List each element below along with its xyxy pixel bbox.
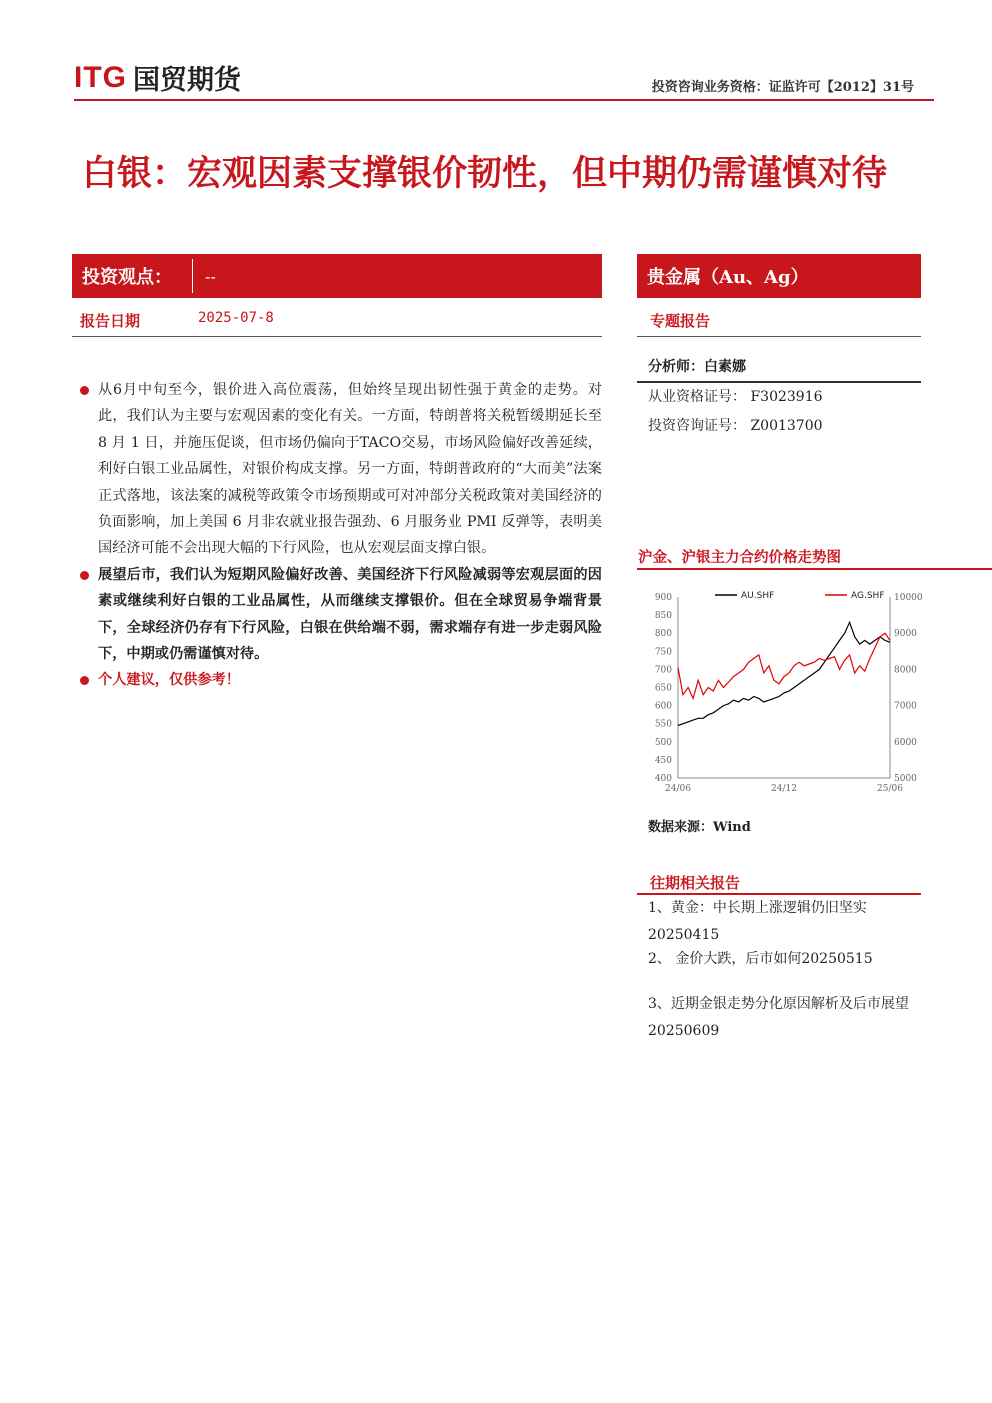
category-bar: [637, 254, 921, 298]
legend-label: AU.SHF: [741, 591, 775, 601]
report-date: 2025-07-8: [198, 310, 274, 326]
license-text: 投资咨询业务资格：证监许可【2012】31号: [651, 80, 914, 95]
investment-view-value: --: [205, 266, 216, 286]
y-right-tick-label: 6000: [894, 737, 917, 748]
bullet-item: [80, 667, 602, 693]
header-rule: [74, 99, 934, 101]
series-line-ag-shf: [678, 633, 890, 698]
x-tick-label: 24/06: [665, 784, 691, 794]
bullet-dot-icon: [80, 386, 89, 395]
investment-view-bar: [72, 254, 602, 298]
chart-rule: [637, 568, 992, 570]
y-left-tick-label: 800: [654, 629, 672, 640]
report-type: 专题报告: [650, 312, 711, 330]
y-left-tick-label: 400: [654, 774, 672, 784]
y-left-tick-label: 500: [654, 737, 672, 748]
consulting-cert: 投资咨询证号： Z0013700: [648, 418, 823, 434]
related-report-link[interactable]: 1、黄金：中长期上涨逻辑仍旧坚实20250415: [648, 900, 867, 943]
data-source: 数据来源：Wind: [648, 820, 751, 835]
y-left-tick-label: 450: [654, 755, 672, 766]
bullet-text: 个人建议，仅供参考！: [98, 672, 240, 689]
left-rule: [72, 336, 602, 337]
right-rule-2: [637, 381, 921, 383]
y-right-tick-label: 5000: [894, 774, 917, 784]
bullet-item: [80, 377, 602, 562]
y-left-tick-label: 750: [654, 647, 672, 658]
right-rule-1: [637, 336, 921, 337]
y-left-tick-label: 600: [654, 701, 672, 712]
category-label: 贵金属（Au、Ag）: [647, 267, 809, 288]
y-right-tick-label: 8000: [894, 665, 917, 676]
analyst-name: 分析师：白素娜: [648, 359, 746, 375]
x-tick-label: 25/06: [877, 784, 903, 794]
y-left-tick-label: 550: [654, 719, 672, 730]
price-chart: [640, 583, 940, 801]
logo-name: 国贸期货: [133, 65, 241, 96]
bullet-text: 从6月中旬至今，银价进入高位震荡，但始终呈现出韧性强于黄金的走势。对此，我们认为主要与宏观因素的变化有关。一方面，特朗普将关税暂缓期延长至 8 月 1 日，并施压促谈，但市场仍偏向于TACO交易，市场风险偏好改善延续，利好白银工业品属性，对银价构成支撑。另一方面，特朗普政府的“大而美”法案正式落地，该法案的减税等政策令市场预期或可对冲部分关税政策对美国经济的负面影响，加上美国 6 月非农就业报告强劲、6 月服务业 PMI 反弹等，表明美国经济可能不会出现大幅的下行风险，也从宏观层面支撑白银。: [98, 382, 602, 557]
y-right-tick-label: 9000: [894, 629, 917, 640]
y-left-tick-label: 850: [654, 611, 672, 622]
bullet-dot-icon: [80, 571, 89, 580]
bullet-text: 展望后市，我们认为短期风险偏好改善、美国经济下行风险减弱等宏观层面的因素或继续利好白银的工业品属性，从而继续支撑银价。但在全球贸易争端背景下，全球经济仍存有下行风险，白银在供给端不弱，需求端存有进一步走弱风险下，中期或仍需谨慎对待。: [98, 566, 602, 663]
x-tick-label: 24/12: [771, 784, 797, 794]
bullet-list: [80, 377, 602, 694]
related-report-link[interactable]: 2、 金价大跌，后市如何20250515: [648, 951, 873, 967]
investment-view-label: 投资观点：: [82, 267, 172, 288]
y-right-tick-label: 10000: [894, 593, 923, 603]
qualification-cert: 从业资格证号： F3023916: [648, 389, 823, 405]
series-line-au-shf: [678, 622, 890, 725]
y-left-tick-label: 650: [654, 683, 672, 694]
logo-mark: ITG: [74, 60, 127, 94]
legend-label: AG.SHF: [851, 591, 885, 601]
chart-svg: [640, 583, 940, 801]
related-reports-title: 往期相关报告: [650, 874, 741, 892]
company-logo: [74, 58, 241, 97]
report-title: 白银：宏观因素支撑银价韧性，但中期仍需谨慎对待: [82, 153, 888, 194]
report-date-label: 报告日期: [80, 312, 141, 330]
y-right-tick-label: 7000: [894, 701, 917, 712]
bar-divider: [192, 259, 193, 293]
bullet-dot-icon: [80, 676, 89, 685]
y-left-tick-label: 900: [654, 593, 672, 603]
chart-title: 沪金、沪银主力合约价格走势图: [638, 549, 841, 566]
y-left-tick-label: 700: [654, 665, 672, 676]
bullet-item: [80, 562, 602, 668]
related-report-link[interactable]: 3、近期金银走势分化原因解析及后市展望20250609: [648, 996, 909, 1039]
